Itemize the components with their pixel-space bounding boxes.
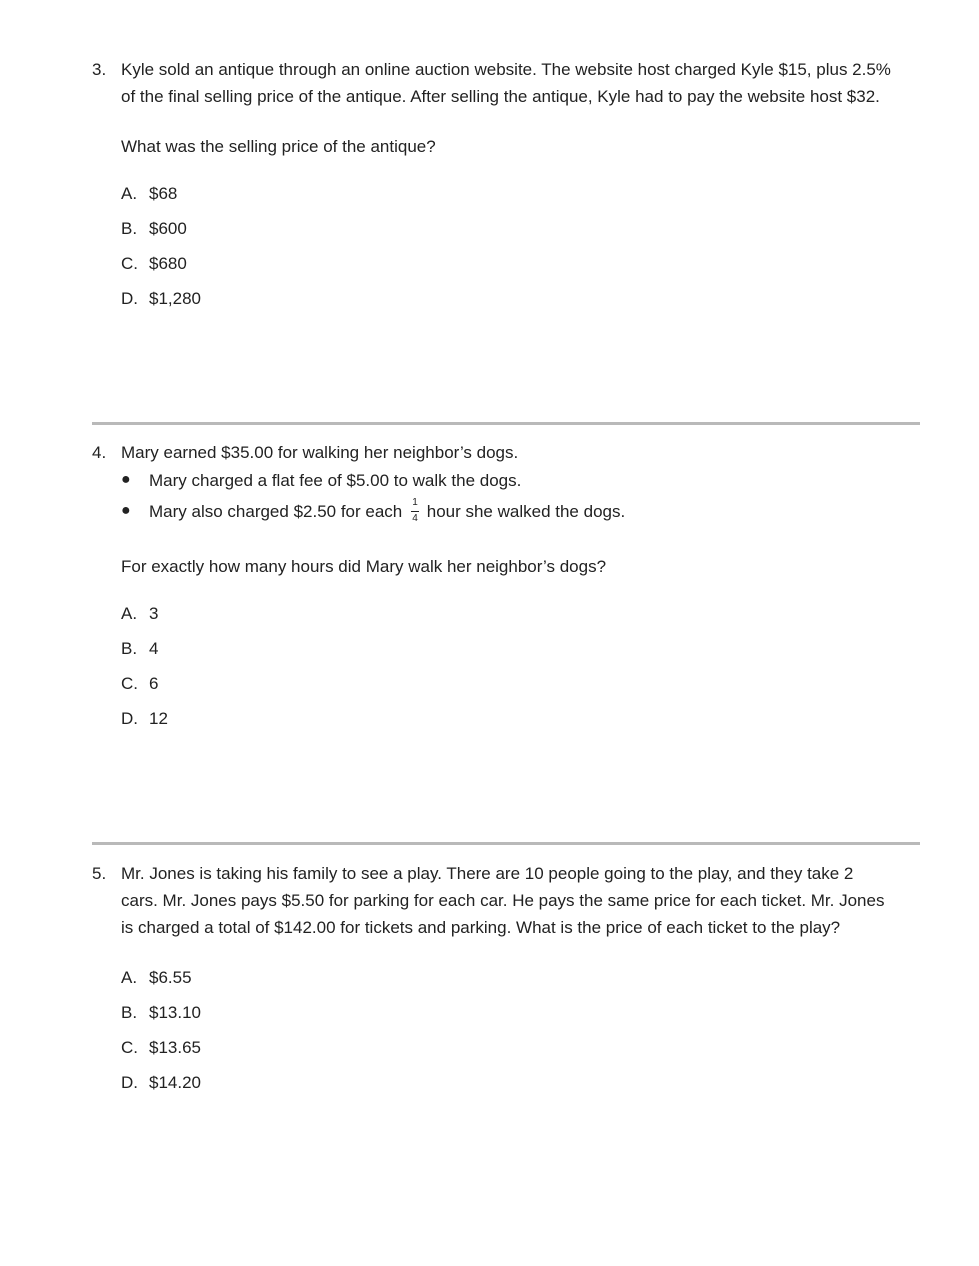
choice-text: 3 xyxy=(149,604,159,623)
question-stem-line: is charged a total of $142.00 for tickets and parking. What is the price of each ticket to the play? xyxy=(121,918,841,937)
choice-text: $6.55 xyxy=(149,968,192,987)
question-stem-line: Mary earned $35.00 for walking her neighbor’s dogs. xyxy=(121,443,519,462)
question-number: 3. xyxy=(92,60,107,79)
choice-letter: A. xyxy=(121,604,138,623)
question-stem-line: of the final selling price of the antique. After selling the antique, Kyle had to pay the website host $32. xyxy=(121,87,880,106)
bullet-text-after: hour she walked the dogs. xyxy=(426,502,626,521)
choice-letter: D. xyxy=(121,1073,138,1092)
choice-letter: C. xyxy=(121,674,138,693)
choice-letter: C. xyxy=(121,254,138,273)
choice-text: $680 xyxy=(149,254,187,273)
choice-text: 6 xyxy=(149,674,159,693)
question-prompt: What was the selling price of the antique? xyxy=(121,137,436,156)
question-stem-line: cars. Mr. Jones pays $5.50 for parking for each car. He pays the same price for each ticket. Mr. Jones xyxy=(121,891,885,910)
bullet-icon: ● xyxy=(121,471,131,488)
fraction-denominator: 4 xyxy=(412,513,418,525)
question-stem-line: Mr. Jones is taking his family to see a play. There are 10 people going to the play, and they take 2 xyxy=(121,864,854,883)
choice-text: $13.10 xyxy=(149,1003,201,1022)
choice-letter: B. xyxy=(121,639,138,658)
bullet-text-with-fraction xyxy=(149,497,626,525)
choice-letter: C. xyxy=(121,1038,138,1057)
bullet-text: Mary charged a flat fee of $5.00 to walk the dogs. xyxy=(149,471,522,490)
question-prompt: For exactly how many hours did Mary walk her neighbor’s dogs? xyxy=(121,557,607,576)
choice-text: 4 xyxy=(149,639,159,658)
choice-letter: D. xyxy=(121,709,138,728)
fraction-bar xyxy=(411,511,419,512)
choice-text: $14.20 xyxy=(149,1073,201,1092)
choice-text: $600 xyxy=(149,219,187,238)
section-divider xyxy=(92,422,920,425)
fraction xyxy=(409,497,421,525)
question-number: 5. xyxy=(92,864,107,883)
choice-letter: A. xyxy=(121,184,138,203)
choice-text: $68 xyxy=(149,184,178,203)
fraction-numerator: 1 xyxy=(412,497,418,509)
choice-text: $13.65 xyxy=(149,1038,201,1057)
choice-letter: A. xyxy=(121,968,138,987)
section-divider xyxy=(92,842,920,845)
question-number: 4. xyxy=(92,443,107,462)
choice-text: 12 xyxy=(149,709,168,728)
choice-letter: D. xyxy=(121,289,138,308)
question-stem-line: Kyle sold an antique through an online auction website. The website host charged Kyle $15, plus 2.5% xyxy=(121,60,891,79)
bullet-text-before: Mary also charged $2.50 for each xyxy=(149,502,403,521)
choice-letter: B. xyxy=(121,1003,138,1022)
choice-letter: B. xyxy=(121,219,138,238)
choice-text: $1,280 xyxy=(149,289,201,308)
bullet-icon: ● xyxy=(121,502,131,519)
